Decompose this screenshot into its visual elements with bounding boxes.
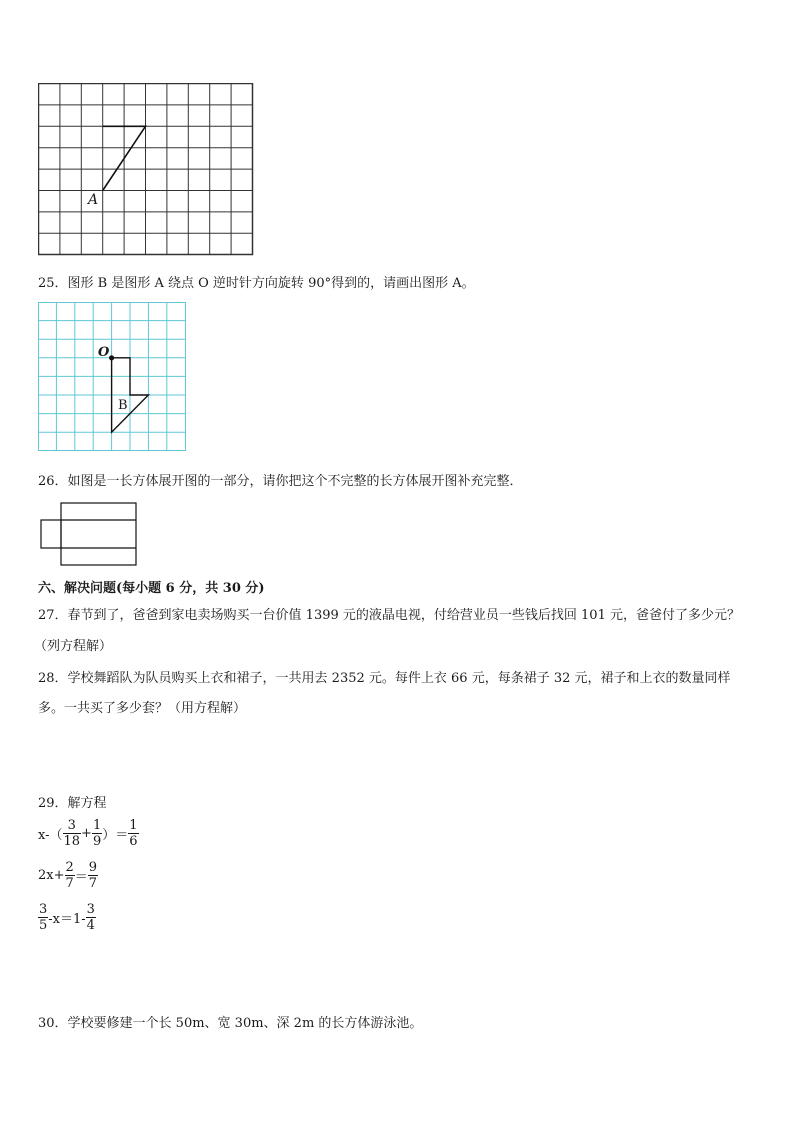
- eq1-fraction-1: $\frac{3}{18}$: [63, 818, 81, 849]
- question-29-title: 29．解方程: [38, 796, 107, 811]
- eq2-fraction-2: $\frac{9}{7}$: [88, 860, 98, 891]
- shape-a-label: A: [88, 192, 99, 208]
- equation-2: [38, 860, 98, 891]
- eq1-mid: ）＝: [102, 828, 129, 843]
- equation-1: [38, 818, 139, 849]
- question-25: 25．图形 B 是图形 A 绕点 O 逆时针方向旋转 90°得到的，请画出图形 A。: [38, 276, 475, 291]
- question-27-line-1: 27．春节到了，爸爸到家电卖场购买一台价值 1399 元的液晶电视，付给营业员一些钱后找回 101 元，爸爸付了多少元？: [38, 608, 740, 623]
- eq2-prefix: 2x+: [38, 868, 65, 883]
- point-o: [109, 355, 114, 360]
- eq2-mid: ＝: [74, 870, 88, 885]
- grid-figure-a: [38, 83, 256, 258]
- eq3-mid: -x＝1-: [48, 912, 86, 927]
- eq3-fraction-1: $\frac{3}{5}$: [39, 902, 48, 933]
- eq1-fraction-2: $\frac{1}{9}$: [92, 818, 102, 849]
- shape-b-label: B: [118, 398, 128, 413]
- equation-3: [38, 902, 96, 933]
- question-28-line-2: 多。一共买了多少套？（用方程解）: [38, 701, 247, 716]
- eq1-fraction-3: $\frac{1}{6}$: [129, 818, 138, 849]
- point-o-label: O: [98, 345, 110, 360]
- eq3-fraction-2: $\frac{3}{4}$: [86, 902, 95, 933]
- cuboid-net-figure: [40, 502, 140, 568]
- eq1-plus: +: [81, 826, 92, 841]
- question-27-line-2: （列方程解）: [34, 639, 113, 654]
- question-30: 30．学校要修建一个长 50m、宽 30m、深 2m 的长方体游泳池。: [38, 1016, 423, 1031]
- eq1-prefix: x-（: [38, 828, 63, 843]
- question-26: 26．如图是一长方体展开图的一部分，请你把这个不完整的长方体展开图补充完整．: [38, 474, 523, 489]
- question-28-line-1: 28．学校舞蹈队为队员购买上衣和裙子，一共用去 2352 元。每件上衣 66 元，每条裙子 32 元，裙子和上衣的数量同样: [38, 671, 731, 686]
- section-6-heading: 六、解决问题(每小题 6 分，共 30 分): [38, 581, 265, 596]
- eq2-fraction-1: $\frac{2}{7}$: [65, 860, 74, 891]
- grid-figure-b: [38, 302, 188, 454]
